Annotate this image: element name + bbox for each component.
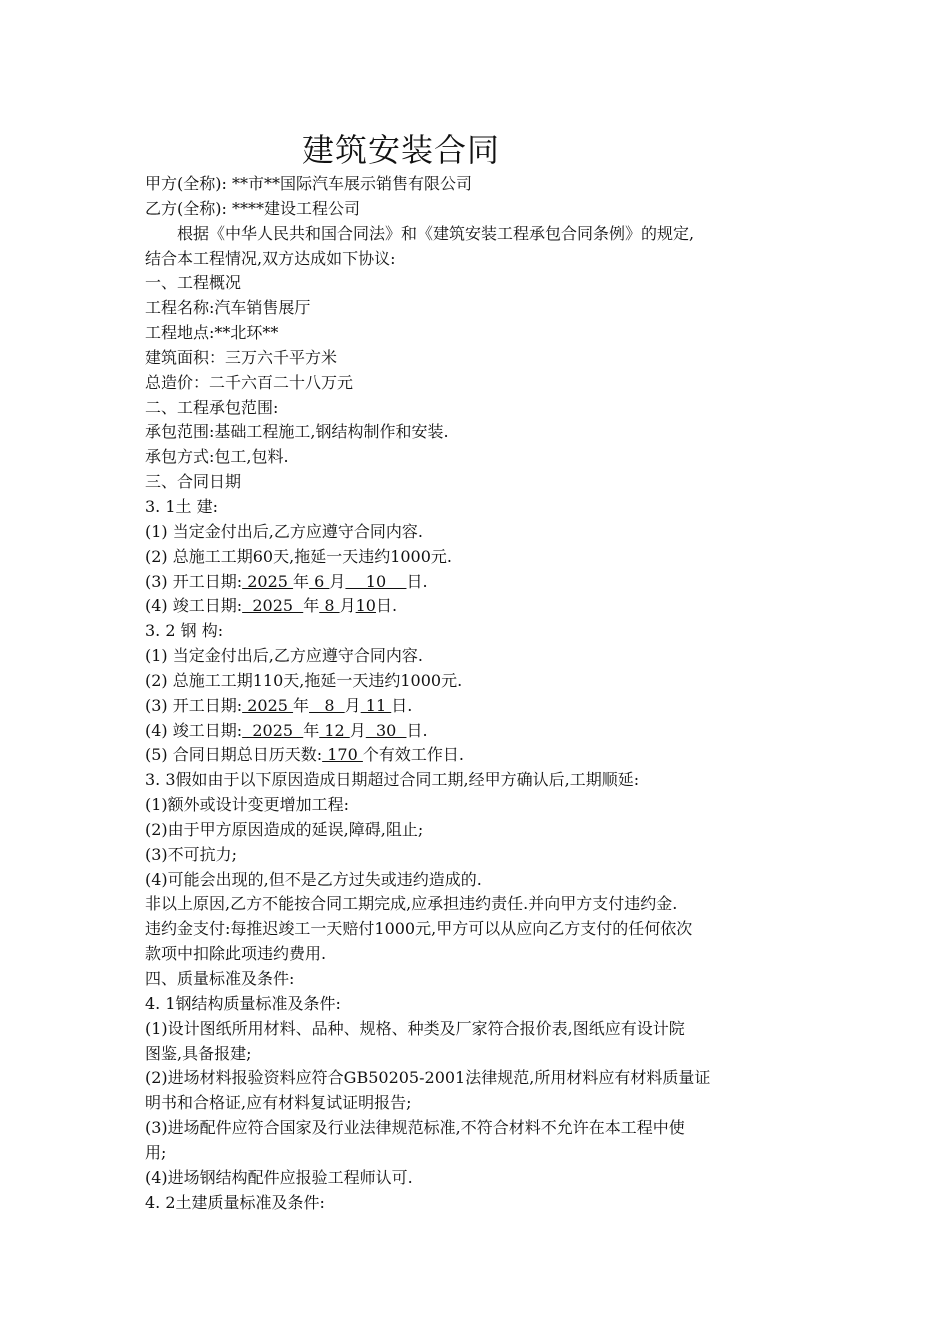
date-month: 12	[319, 720, 350, 740]
project-name: 工程名称:汽车销售展厅	[145, 298, 311, 318]
intro-line-1: 根据《中华人民共和国合同法》和《建筑安装工程承包合同条例》的规定,	[177, 223, 695, 243]
total-days-suffix: 个有效工作日.	[362, 745, 464, 765]
steel-end-date	[145, 719, 815, 744]
quality-item-2-line-2: 明书和合格证,应有材料复试证明报告;	[145, 1093, 412, 1113]
section-2-heading: 二、工程承包范围:	[145, 397, 279, 417]
steel-start-date	[145, 694, 815, 719]
date-year: 2025	[242, 571, 294, 591]
party-a: 甲方(全称): **市**国际汽车展示销售有限公司	[145, 174, 472, 193]
year-char: 年	[303, 596, 320, 616]
month-char: 月	[349, 720, 366, 740]
steel-heading: 3. 2 钢 构:	[145, 621, 224, 641]
date-label: (3) 开工日期:	[145, 571, 243, 591]
year-char: 年	[303, 720, 320, 740]
steel-quality-heading: 4. 1钢结构质量标准及条件:	[145, 993, 341, 1013]
date-label: (3) 开工日期:	[145, 695, 243, 715]
month-char: 月	[329, 571, 346, 591]
date-day: 10	[345, 571, 407, 591]
civil-item-2: (2) 总施工工期60天,拖延一天违约1000元.	[145, 546, 453, 566]
year-char: 年	[293, 695, 310, 715]
delay-reason-3: (3)不可抗力;	[145, 844, 238, 864]
contract-scope: 承包范围:基础工程施工,钢结构制作和安装.	[145, 422, 449, 442]
day-char: 日.	[375, 596, 398, 616]
quality-item-3-line-1: (3)进场配件应符合国家及行业法律规范标准,不符合材料不允许在本工程中使	[145, 1118, 685, 1138]
total-days-label: (5) 合同日期总日历天数:	[145, 745, 323, 765]
penalty-payment-1: 违约金支付:每推迟竣工一天赔付1000元,甲方可以从应向乙方支付的任何依次	[145, 919, 693, 939]
party-b: 乙方(全称): ****建设工程公司	[145, 198, 360, 218]
civil-start-date	[145, 570, 815, 595]
day-char: 日.	[391, 695, 413, 715]
quality-item-1-line-2: 图鉴,具备报建;	[145, 1043, 252, 1063]
quality-item-2-line-1: (2)进场材料报验资料应符合GB50205-2001法律规范,所用材料应有材料质量证	[145, 1068, 711, 1088]
penalty-paragraph: 非以上原因,乙方不能按合同工期完成,应承担违约责任.并向甲方支付违约金.	[145, 894, 678, 914]
date-day: 11	[360, 695, 392, 715]
month-char: 月	[339, 596, 356, 616]
contract-mode: 承包方式:包工,包料.	[145, 447, 289, 467]
project-area: 建筑面积：三万六千平方米	[145, 347, 338, 367]
total-days-value: 170	[322, 745, 363, 765]
month-char: 月	[344, 695, 361, 715]
delay-reason-1: (1)额外或设计变更增加工程:	[145, 795, 350, 815]
date-year: 2025	[242, 720, 304, 740]
project-cost: 总造价：二千六百二十八万元	[145, 372, 354, 392]
date-label: (4) 竣工日期:	[145, 720, 243, 740]
civil-heading: 3. 1土 建:	[145, 496, 219, 516]
delay-reason-2: (2)由于甲方原因造成的延误,障碍,阻止;	[145, 819, 424, 839]
day-char: 日.	[406, 720, 428, 740]
date-month: 6	[309, 571, 330, 591]
steel-total-days	[145, 743, 815, 768]
contract-page	[145, 128, 815, 1215]
quality-item-4: (4)进场钢结构配件应报验工程师认可.	[145, 1167, 413, 1187]
date-month: 8	[319, 596, 340, 616]
civil-quality-heading: 4. 2土建质量标准及条件:	[145, 1192, 325, 1212]
quality-item-1-line-1: (1)设计图纸所用材料、品种、规格、种类及厂家符合报价表,图纸应有设计院	[145, 1018, 685, 1038]
date-label: (4) 竣工日期:	[145, 596, 243, 616]
delay-heading: 3. 3假如由于以下原因造成日期超过合同工期,经甲方确认后,工期顺延:	[145, 770, 640, 790]
date-day: 10	[355, 596, 376, 616]
day-char: 日.	[406, 571, 428, 591]
civil-end-date	[145, 594, 815, 619]
year-char: 年	[293, 571, 310, 591]
delay-reason-4: (4)可能会出现的,但不是乙方过失或违约造成的.	[145, 869, 482, 889]
steel-item-1: (1) 当定金付出后,乙方应遵守合同内容.	[145, 646, 423, 666]
section-3-heading: 三、合同日期	[145, 472, 242, 492]
section-4-heading: 四、质量标准及条件:	[145, 969, 295, 988]
steel-item-2: (2) 总施工工期110天,拖延一天违约1000元.	[145, 670, 463, 690]
document-title: 建筑安装合同	[302, 131, 501, 169]
intro-line-2: 结合本工程情况,双方达成如下协议:	[145, 248, 396, 268]
date-month: 8	[309, 695, 345, 715]
project-location: 工程地点:**北环**	[145, 323, 279, 343]
date-year: 2025	[242, 695, 294, 715]
date-year: 2025	[242, 596, 304, 616]
section-1-heading: 一、工程概况	[145, 273, 242, 293]
quality-item-3-line-2: 用;	[145, 1142, 167, 1162]
date-day: 30	[365, 720, 407, 740]
civil-item-1: (1) 当定金付出后,乙方应遵守合同内容.	[145, 521, 423, 541]
penalty-payment-2: 款项中扣除此项违约费用.	[145, 944, 327, 964]
